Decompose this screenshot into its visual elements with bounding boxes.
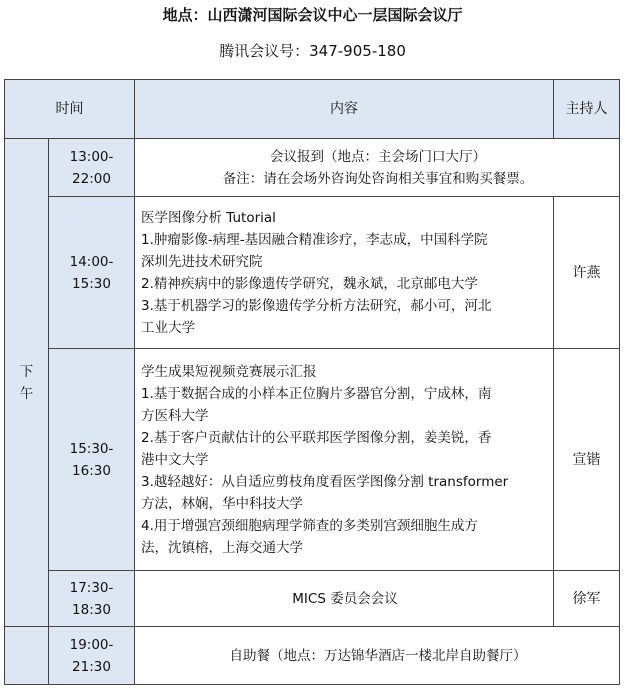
- header-row: [5, 80, 620, 139]
- period-cell-empty: [5, 627, 49, 685]
- period-cell: 下 午: [5, 139, 49, 627]
- table-row: [5, 627, 620, 685]
- time-cell: 15:30- 16:30: [49, 349, 135, 571]
- content-cell: 会议报到（地点：主会场门口大厅） 备注：请在会场外咨询处咨询相关事宜和购买餐票。: [135, 139, 620, 197]
- content-cell: 医学图像分析 Tutorial 1.肿瘤影像-病理-基因融合精准诊疗，李志成，中国科学院 深圳先进技术研究院 2.精神疾病中的影像遗传学研究，魏永斌，北京邮电大学 3.基于机器学习的影像遗传学分析方法研究，郝小可，河北 工业大学: [135, 197, 554, 349]
- content-cell: 学生成果短视频竞赛展示汇报 1.基于数据合成的小样本正位胸片多器官分割，宁成林，南 方医科大学 2.基于客户贡献估计的公平联邦医学图像分割，姜美锐，香 港中文大学 3.越轻越好：从自适应剪枝角度看医学图像分割 transformer 方法，林娴，华中科技大学 4.用于增强宫颈细胞病理学筛查的多类别宫颈细胞生成方 法，沈镇榕，上海交通大学: [135, 349, 554, 571]
- location-heading: 地点：山西潇河国际会议中心一层国际会议厅: [162, 6, 463, 24]
- host-cell: 许燕: [554, 197, 620, 349]
- table-row: [5, 349, 620, 571]
- time-cell: 17:30- 18:30: [49, 571, 135, 627]
- content-cell: 自助餐（地点：万达锦华酒店一楼北岸自助餐厅）: [135, 627, 620, 685]
- time-cell: 13:00- 22:00: [49, 139, 135, 197]
- host-cell: 徐军: [554, 571, 620, 627]
- time-cell: 19:00- 21:30: [49, 627, 135, 685]
- host-cell: 宣锴: [554, 349, 620, 571]
- time-cell: 14:00- 15:30: [49, 197, 135, 349]
- column-header-time: 时间: [5, 80, 135, 139]
- schedule-table: [4, 79, 620, 685]
- table-row: [5, 197, 620, 349]
- table-row: [5, 571, 620, 627]
- column-header-host: 主持人: [554, 80, 620, 139]
- table-row: [5, 139, 620, 197]
- tencent-meeting-id: 腾讯会议号：347-905-180: [219, 42, 406, 60]
- content-cell: MICS 委员会会议: [135, 571, 554, 627]
- column-header-content: 内容: [135, 80, 554, 139]
